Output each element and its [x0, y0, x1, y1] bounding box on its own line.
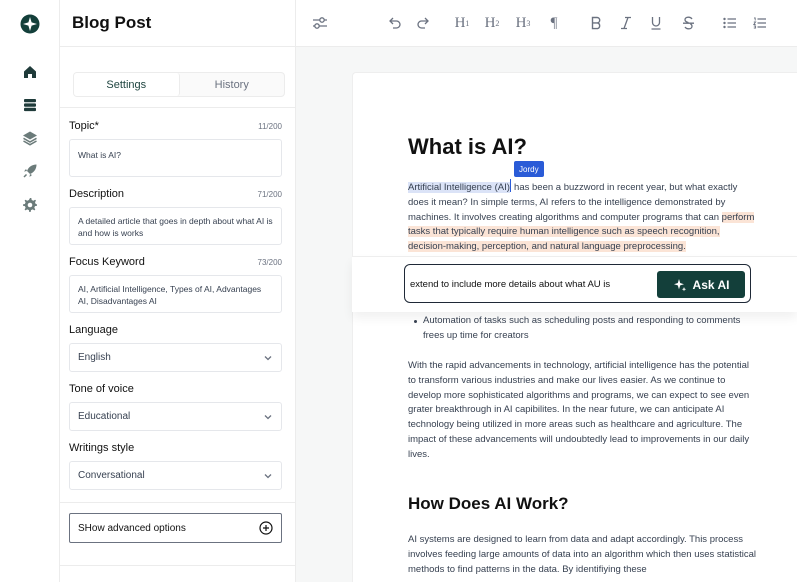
- document-title: What is AI?: [408, 134, 527, 159]
- tab-history[interactable]: History: [214, 78, 249, 91]
- heading1-num: 1: [465, 18, 470, 28]
- chevron-down-icon: [263, 471, 273, 481]
- list-item[interactable]: [414, 314, 744, 344]
- settings-panel: [60, 0, 296, 582]
- numbered-list-icon[interactable]: [752, 13, 768, 33]
- home-icon[interactable]: [21, 63, 39, 81]
- selected-text: Artificial Intelligence (AI): [408, 182, 510, 193]
- rocket-icon[interactable]: [21, 162, 39, 180]
- tone-value: Educational: [78, 411, 131, 422]
- sparkle-icon: [673, 278, 687, 292]
- heading1-icon[interactable]: [453, 13, 471, 33]
- tone-select[interactable]: [69, 402, 282, 431]
- heading2-num: 2: [495, 18, 500, 28]
- description-field: [69, 188, 282, 245]
- description-count: 71/200: [257, 190, 282, 199]
- topic-input[interactable]: What is AI?: [69, 139, 282, 177]
- tab-settings[interactable]: Settings: [74, 73, 180, 96]
- advanced-divider: [60, 502, 296, 503]
- ask-ai-label: Ask AI: [692, 277, 730, 292]
- underline-icon[interactable]: [648, 13, 664, 33]
- topic-count: 11/200: [258, 122, 282, 131]
- topic-label: Topic*: [69, 120, 99, 132]
- chevron-down-icon: [263, 412, 273, 422]
- ask-ai-button[interactable]: [657, 271, 745, 298]
- bullet-dot: [414, 320, 417, 323]
- undo-icon[interactable]: [387, 13, 403, 33]
- panel-header: [60, 0, 295, 47]
- strikethrough-icon[interactable]: [680, 13, 696, 33]
- tone-field: [69, 383, 282, 431]
- tabs-divider: [60, 107, 296, 108]
- bullet-list-icon[interactable]: [722, 13, 738, 33]
- section-paragraph[interactable]: AI systems are designed to learn from data and adapt accordingly. This process involves feeding large amounts of data into an algorithm which then uses statistical methods to find patterns in the data. By identifiying these: [408, 534, 757, 575]
- style-value: Conversational: [78, 470, 145, 481]
- heading1-h: H: [454, 14, 466, 31]
- intro-paragraph[interactable]: [408, 179, 758, 255]
- settings-sliders-icon[interactable]: [311, 13, 329, 33]
- collaborator-badge: Jordy: [514, 161, 544, 177]
- heading3-icon[interactable]: [514, 13, 532, 33]
- heading3-h: H: [515, 14, 527, 31]
- redo-icon[interactable]: [415, 13, 431, 33]
- language-value: English: [78, 352, 111, 363]
- editor-toolbar: [296, 0, 797, 47]
- list-item-text: Automation of tasks such as scheduling posts and responding to comments frees up time for creators: [423, 315, 741, 341]
- keyword-field: [69, 256, 282, 313]
- language-field: [69, 324, 282, 372]
- ask-ai-input[interactable]: [410, 271, 650, 297]
- highlighted-text: perform tasks that typically require human intelligence such as speech recognition, decision-making, perception, and natural language preprocessing.: [408, 211, 755, 253]
- advanced-options-label: SHow advanced options: [78, 522, 186, 534]
- bottom-divider: [60, 565, 296, 566]
- tone-label: Tone of voice: [69, 383, 134, 395]
- paragraph-icon[interactable]: ¶: [550, 14, 558, 31]
- style-label: Writings style: [69, 442, 135, 454]
- heading2-h: H: [484, 14, 496, 31]
- database-icon[interactable]: [21, 96, 39, 114]
- heading2-icon[interactable]: [483, 13, 501, 33]
- icon-rail: [0, 0, 60, 582]
- keyword-label: Focus Keyword: [69, 256, 145, 268]
- panel-tabs: [73, 72, 285, 97]
- description-input[interactable]: A detailed article that goes in depth about what AI is and how is works: [69, 207, 282, 245]
- panel-title: Blog Post: [72, 13, 152, 32]
- logo-icon: [20, 14, 40, 34]
- section-heading: How Does AI Work?: [408, 494, 569, 513]
- description-label: Description: [69, 188, 125, 200]
- chevron-down-icon: [263, 353, 273, 363]
- gear-icon[interactable]: [21, 196, 39, 214]
- keyword-count: 73/200: [257, 258, 282, 267]
- intro-text: has been a buzzword in recent year, but what exactly does it mean? In simple terms, AI refers to the intelligence demonstrated by machines. It involves creating algorithms and computer programs that can: [408, 182, 738, 223]
- style-select[interactable]: [69, 461, 282, 490]
- plus-circle-icon: [259, 521, 273, 535]
- italic-icon[interactable]: [618, 13, 634, 33]
- keyword-input[interactable]: AI, Artificial Intelligence, Types of AI, Advantages AI, Disadvantages AI: [69, 275, 282, 313]
- bold-icon[interactable]: [588, 13, 604, 33]
- topic-field: [69, 120, 282, 177]
- heading3-num: 3: [526, 18, 531, 28]
- style-field: [69, 442, 282, 490]
- language-select[interactable]: [69, 343, 282, 372]
- advanced-options-button[interactable]: [69, 513, 282, 543]
- body-paragraph[interactable]: With the rapid advancements in technology, artificial intelligence has the potential to transform various industries and make our lives easier. As we continue to develop more sophisticated algorithms and programs, we can expect to see even grater breakthrough in AI capibilites. In the near future, we can anticipate AI technology being utilized in more areas such as healthcare and agriculture. The impact of these advancements will undoubtedly lead to improvements in our daily lives.: [408, 360, 750, 460]
- layers-icon[interactable]: [21, 129, 39, 147]
- language-label: Language: [69, 324, 118, 336]
